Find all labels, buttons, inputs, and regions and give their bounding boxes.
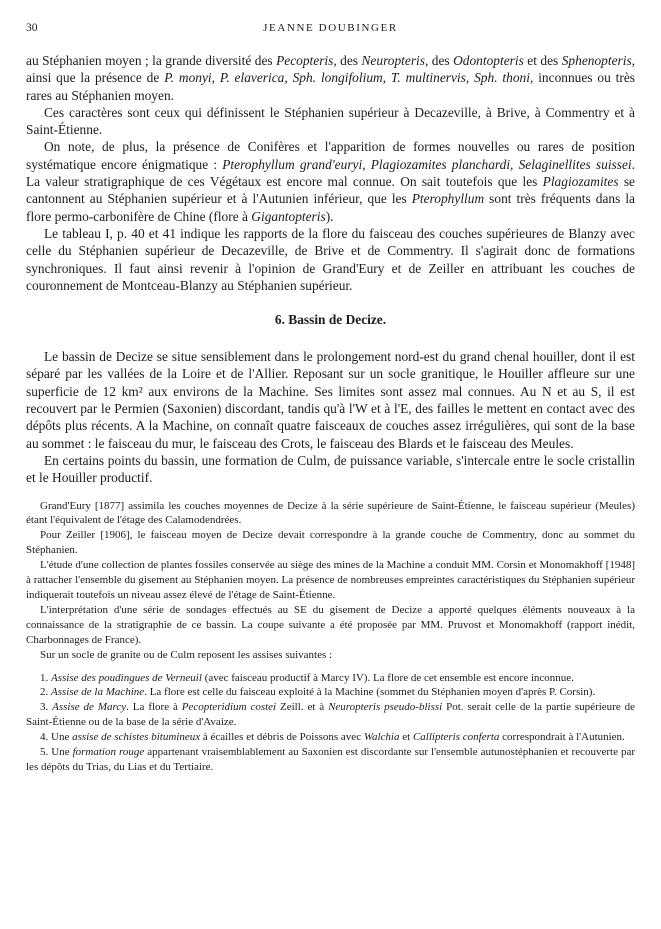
text-run: et: [399, 731, 413, 744]
italic-run: Pterophyllum: [411, 191, 485, 207]
text-run: Pot. serait celle de la partie supérieure de Saint-Étienne ou de la base de la série d'Avaize.: [26, 701, 636, 729]
text-run: à écailles et débris de Poissons avec: [200, 731, 364, 744]
list-item: [26, 671, 635, 686]
text-run: 2.: [40, 686, 51, 699]
paragraph: [26, 104, 635, 139]
text-run: , inconnues ou très rares au Stéphanien moyen.: [26, 70, 636, 103]
text-run: Pour Zeiller [1906], le faisceau moyen de Decize devait correspondre à la grande couche de Commentry, donc au sommet du Stéphanien.: [26, 529, 635, 557]
text-run: et des: [523, 53, 562, 68]
text-run: En certains points du bassin, une formation de Culm, de puissance variable, s'intercale entre le socle cristallin et le Houiller productif.: [26, 452, 635, 486]
italic-run: Pterophyllum grand'euryi, Plagiozamites planchardi, Selaginellites suissei: [222, 156, 632, 172]
italic-run: Neuropteris: [361, 53, 425, 68]
italic-run: P. monyi, P. elaverica, Sph. longifolium, T. multinervis, Sph. thoni: [164, 70, 530, 86]
paragraph: [26, 452, 635, 487]
text-run: 3.: [40, 701, 53, 714]
italic-run: Assise de la Machine: [51, 686, 145, 699]
spacer: [26, 663, 635, 671]
body-text-section: [26, 348, 635, 486]
text-run: . La valeur stratigraphique de ces Végétaux est encore mal connue. On sait toutefois que les: [26, 156, 635, 190]
italic-run: Walchia: [363, 731, 400, 744]
italic-run: Assise des poudingues de Verneuil: [51, 671, 202, 684]
text-run: 4. Une: [40, 731, 73, 744]
text-run: Sur un socle de granite ou de Culm reposent les assises suivantes :: [40, 648, 333, 661]
list-item: [26, 700, 635, 730]
text-run: sont très fréquents dans la flore permo-carbonifère de Chine (flore à: [26, 191, 635, 224]
italic-run: Odontopteris: [453, 53, 524, 68]
running-title: JEANNE DOUBINGER: [263, 22, 398, 34]
list-item: [26, 745, 635, 775]
italic-run: Plagiozamites: [542, 174, 619, 190]
small-paragraph: [26, 648, 635, 663]
text-run: 1.: [40, 671, 51, 684]
text-run: On note, de plus, la présence de Conifères et l'apparition de formes nouvelles ou rares de position systématique encore énigmatique :: [26, 139, 635, 172]
list-item: [26, 730, 635, 745]
text-run: au Stéphanien moyen ; la grande diversité des: [26, 53, 277, 68]
italic-run: assise de schistes bitumineux: [72, 731, 201, 744]
small-text-block: [26, 499, 635, 775]
text-run: ).: [325, 208, 334, 224]
italic-run: Sphenopteris: [561, 53, 632, 68]
page-header: [26, 22, 635, 44]
text-run: se cantonnent au Stéphanien supérieur et à l'Autunien inférieur, que les: [26, 174, 635, 207]
text-run: Zeill. et à: [276, 701, 329, 714]
paragraph: [26, 52, 635, 104]
small-paragraph: [26, 558, 635, 603]
paragraph: [26, 225, 635, 294]
text-run: Le tableau I, p. 40 et 41 indique les rapports de la flore du faisceau des couches supérieures de Blanzy avec celle du Stéphanien supérieur de Decazeville, de Brive et de Commentry. Il s'agirait donc de formations synchroniques. Il faut ainsi revenir à l'opinion de Grand'Eury et de Zeiller en attribuant les couches de couronnement de Montceau-Blanzy au Stéphanien supérieur.: [26, 225, 635, 293]
text-run: Grand'Eury [1877] assimila les couches moyennes de Decize à la série supérieure de Saint-Étienne, le faisceau supérieur (Meules) étant l'équivalent de l'étage des Calamodendrées.: [26, 499, 635, 527]
text-run: L'interprétation d'une série de sondages effectués au SE du gisement de Decize a apporté quelques éléments nouveaux à la connaissance de la stratigraphie de ce bassin. La coupe suivante a été proposée par MM. Pruvost et Monomakhoff (rapport inédit, Charbonnages de France).: [26, 603, 635, 646]
list-item: [26, 685, 635, 700]
text-run: . La flore à: [126, 701, 182, 714]
text-run: correspondrait à l'Autunien.: [499, 731, 625, 744]
italic-run: Assise de Marcy: [52, 701, 127, 714]
italic-run: Gigantopteris: [251, 208, 326, 224]
body-text-top: [26, 52, 635, 294]
italic-run: formation rouge: [72, 746, 145, 759]
small-paragraph: [26, 603, 635, 648]
text-run: 5. Une: [40, 746, 73, 759]
italic-run: Callipteris conferta: [412, 731, 500, 744]
page-number: 30: [26, 22, 38, 34]
text-run: . La flore est celle du faisceau exploité à la Machine (sommet du Stéphanien moyen d'après P. Corsin).: [144, 686, 596, 699]
italic-run: Pecopteridium costei: [181, 701, 277, 714]
italic-run: Neuropteris pseudo-blissi: [328, 701, 443, 714]
italic-run: Pecopteris: [276, 53, 334, 68]
small-paragraph: [26, 499, 635, 529]
paragraph: [26, 138, 635, 224]
text-run: appartenant vraisemblablement au Saxonien est discordante sur l'ensemble autunostéphanien et recouverte par les dépôts du Trias, du Lias et du Tertiaire.: [26, 746, 636, 773]
text-run: L'étude d'une collection de plantes fossiles conservée au siège des mines de la Machine a conduit MM. Corsin et Monomakhoff [1948] à rattacher l'ensemble du gisement au Stéphanien moyen. La présence de nombreuses empreintes caractéristiques du Stéphanien supérieur indiquerait toutefois un niveau assez élevé de l'étage de Saint-Étienne.: [26, 559, 635, 601]
text-run: , des: [424, 53, 454, 68]
text-run: Ces caractères sont ceux qui définissent le Stéphanien supérieur à Decazeville, à Brive, à Commentry et à Saint-Étienne.: [26, 104, 635, 138]
small-paragraph: [26, 528, 635, 558]
text-run: , ainsi que la présence de: [26, 53, 636, 86]
text-run: (avec faisceau productif à Marcy IV). La flore de cet ensemble est encore inconnue.: [201, 671, 574, 684]
paragraph: [26, 348, 635, 452]
text-run: Le bassin de Decize se situe sensiblement dans le prolongement nord-est du grand chenal houiller, dont il est séparé par les vallées de la Loire et de l'Allier. Reposant sur un socle granitique, le Houiller affleure sur une superficie de 12 km² aux environs de la Machine. Ses limites sont assez mal connues. Au N et au S, il est recouvert par le Permien (Saxonien) discordant, tandis qu'à l'W et à l'E, des failles le mettent en contact avec des dépôts plus récents. A la Machine, on connaît quatre faisceaux de couches assez irrégulières, qui sont de la base au sommet : le faisceau du mur, le faisceau des Crots, le faisceau des Blards et le faisceau des Meules.: [26, 349, 635, 451]
section-title: 6. Bassin de Decize.: [274, 312, 387, 328]
text-run: , des: [333, 53, 362, 68]
